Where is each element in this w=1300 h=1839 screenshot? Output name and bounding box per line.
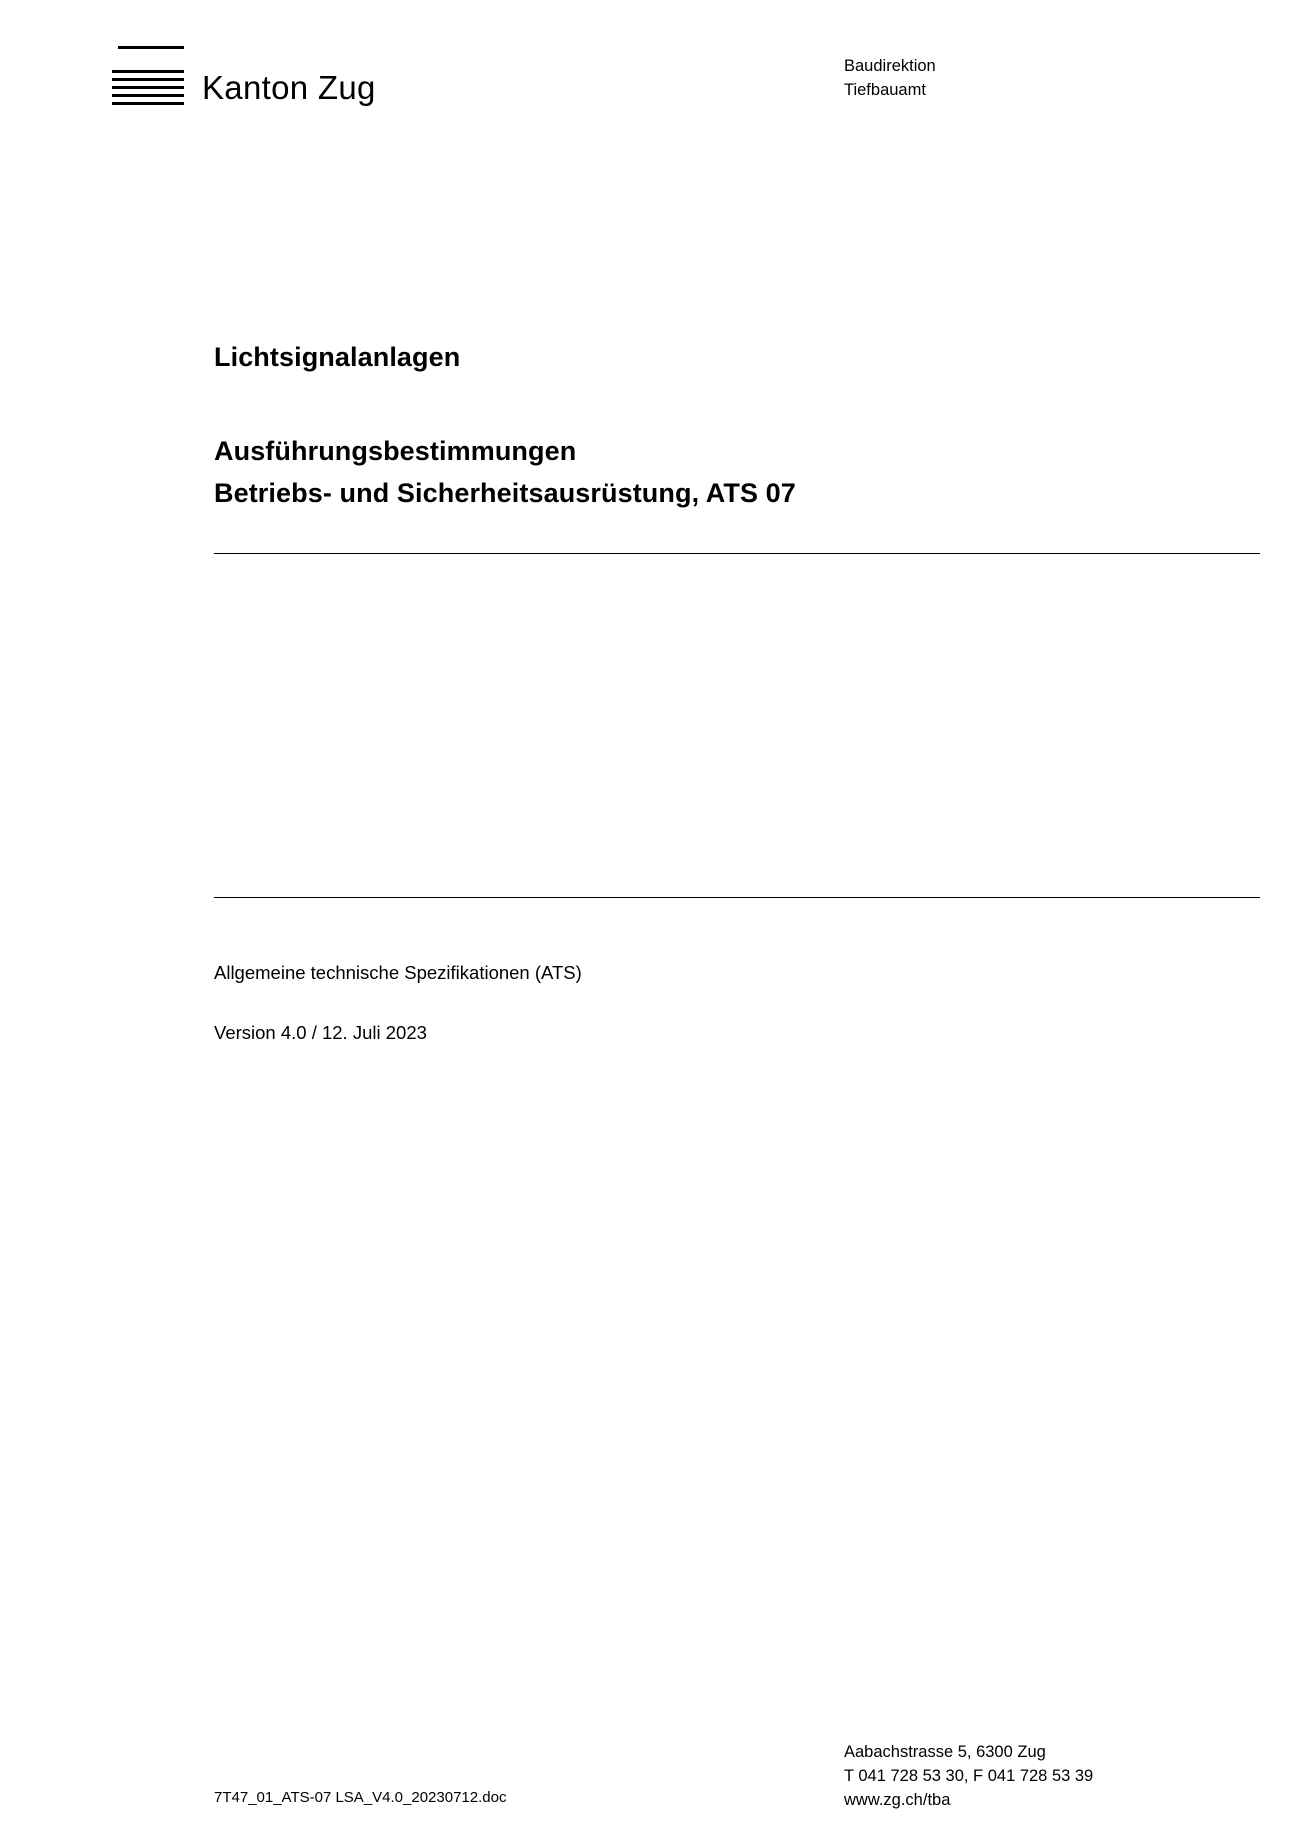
specification-label: Allgemeine technische Spezifikationen (ATS) xyxy=(214,962,582,983)
logo-text: Kanton Zug xyxy=(202,69,376,106)
address-line-3: www.zg.ch/tba xyxy=(844,1791,951,1809)
department-line-1: Baudirektion xyxy=(844,57,936,75)
kanton-zug-stripes-icon xyxy=(108,44,184,110)
kanton-zug-logo xyxy=(108,44,376,110)
page-subtitle-line-1: Ausführungsbestimmungen xyxy=(214,436,577,466)
department-line-2: Tiefbauamt xyxy=(844,81,926,99)
page-subtitle xyxy=(214,430,1254,514)
version-label: Version 4.0 / 12. Juli 2023 xyxy=(214,1022,427,1043)
divider-top xyxy=(214,553,1260,554)
page-subtitle-line-2: Betriebs- und Sicherheitsausrüstung, ATS 07 xyxy=(214,478,796,508)
page-header xyxy=(0,44,1300,124)
footer-address xyxy=(844,1740,1093,1812)
address-line-2: T 041 728 53 30, F 041 728 53 39 xyxy=(844,1767,1094,1785)
department-block xyxy=(844,54,936,102)
title-block xyxy=(214,340,1254,514)
document-meta xyxy=(214,960,1214,1046)
address-line-1: Aabachstrasse 5, 6300 Zug xyxy=(844,1743,1046,1761)
page-title: Lichtsignalanlagen xyxy=(214,342,461,372)
divider-bottom xyxy=(214,897,1260,898)
footer-filename: 7T47_01_ATS-07 LSA_V4.0_20230712.doc xyxy=(214,1789,507,1806)
